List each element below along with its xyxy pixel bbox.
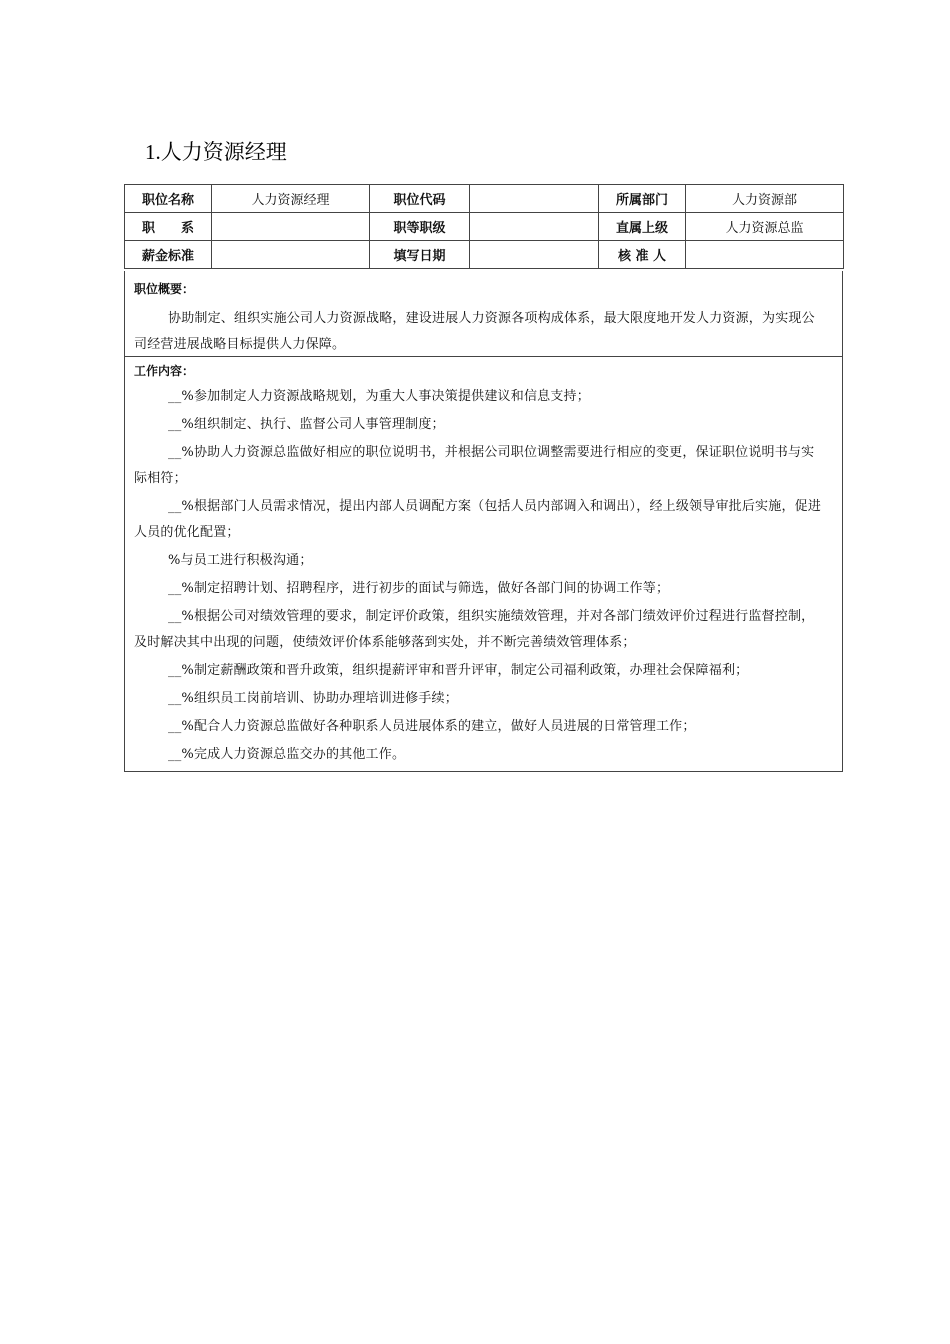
label-job-code: 职位代码	[370, 185, 470, 213]
table-row	[125, 185, 844, 213]
table-row	[125, 241, 844, 269]
label-salary: 薪金标准	[125, 241, 212, 269]
duties-heading: 工作内容：	[134, 364, 195, 378]
label-fill-date: 填写日期	[370, 241, 470, 269]
job-duties-section	[124, 356, 843, 772]
duty-item: __%根据公司对绩效管理的要求，制定评价政策，组织实施绩效管理，并对各部门绩效评价过程进行监督控制，及时解决其中出现的问题，使绩效评价体系能够落到实处，并不断完善绩效管理体系；	[134, 609, 815, 650]
label-approver: 核 准 人	[599, 241, 686, 269]
duty-item: __%完成人力资源总监交办的其他工作。	[168, 747, 406, 762]
value-job-family	[212, 213, 370, 241]
duty-item: __%参加制定人力资源战略规划，为重大人事决策提供建议和信息支持；	[168, 389, 590, 404]
value-approver	[686, 241, 844, 269]
value-supervisor: 人力资源总监	[686, 213, 844, 241]
duty-item: __%制定薪酬政策和晋升政策，组织提薪评审和晋升评审，制定公司福利政策，办理社会保障福利；	[168, 663, 749, 678]
label-supervisor: 直属上级	[599, 213, 686, 241]
summary-text: 协助制定、组织实施公司人力资源战略，建设进展人力资源各项构成体系，最大限度地开发人力资源，为实现公司经营进展战略目标提供人力保障。	[134, 311, 815, 352]
title-text: 人力资源经理	[160, 140, 287, 164]
duty-item: __%配合人力资源总监做好各种职系人员进展体系的建立，做好人员进展的日常管理工作；	[168, 719, 696, 734]
duty-item: __%根据部门人员需求情况，提出内部人员调配方案（包括人员内部调入和调出），经上级领导审批后实施，促进人员的优化配置；	[134, 499, 822, 540]
duty-item: __%组织制定、执行、监督公司人事管理制度；	[168, 417, 445, 432]
label-job-title: 职位名称	[125, 185, 212, 213]
label-job-family: 职 系	[125, 213, 212, 241]
duty-item: __%组织员工岗前培训、协助办理培训进修手续；	[168, 691, 458, 706]
job-summary-section	[124, 271, 843, 357]
duty-item: __%协助人力资源总监做好相应的职位说明书，并根据公司职位调整需要进行相应的变更，保证职位说明书与实际相符；	[134, 445, 815, 486]
value-job-grade	[470, 213, 599, 241]
duty-item: %与员工进行积极沟通；	[168, 553, 313, 568]
duty-item: __%制定招聘计划、招聘程序，进行初步的面试与筛选，做好各部门间的协调工作等；	[168, 581, 670, 596]
page-title	[145, 136, 287, 166]
value-job-code	[470, 185, 599, 213]
title-number: 1.	[145, 140, 161, 164]
label-job-grade: 职等职级	[370, 213, 470, 241]
label-department: 所属部门	[599, 185, 686, 213]
value-department: 人力资源部	[686, 185, 844, 213]
value-fill-date	[470, 241, 599, 269]
summary-heading: 职位概要：	[134, 282, 195, 296]
value-salary	[212, 241, 370, 269]
table-row	[125, 213, 844, 241]
value-job-title: 人力资源经理	[212, 185, 370, 213]
job-info-table	[124, 184, 844, 269]
